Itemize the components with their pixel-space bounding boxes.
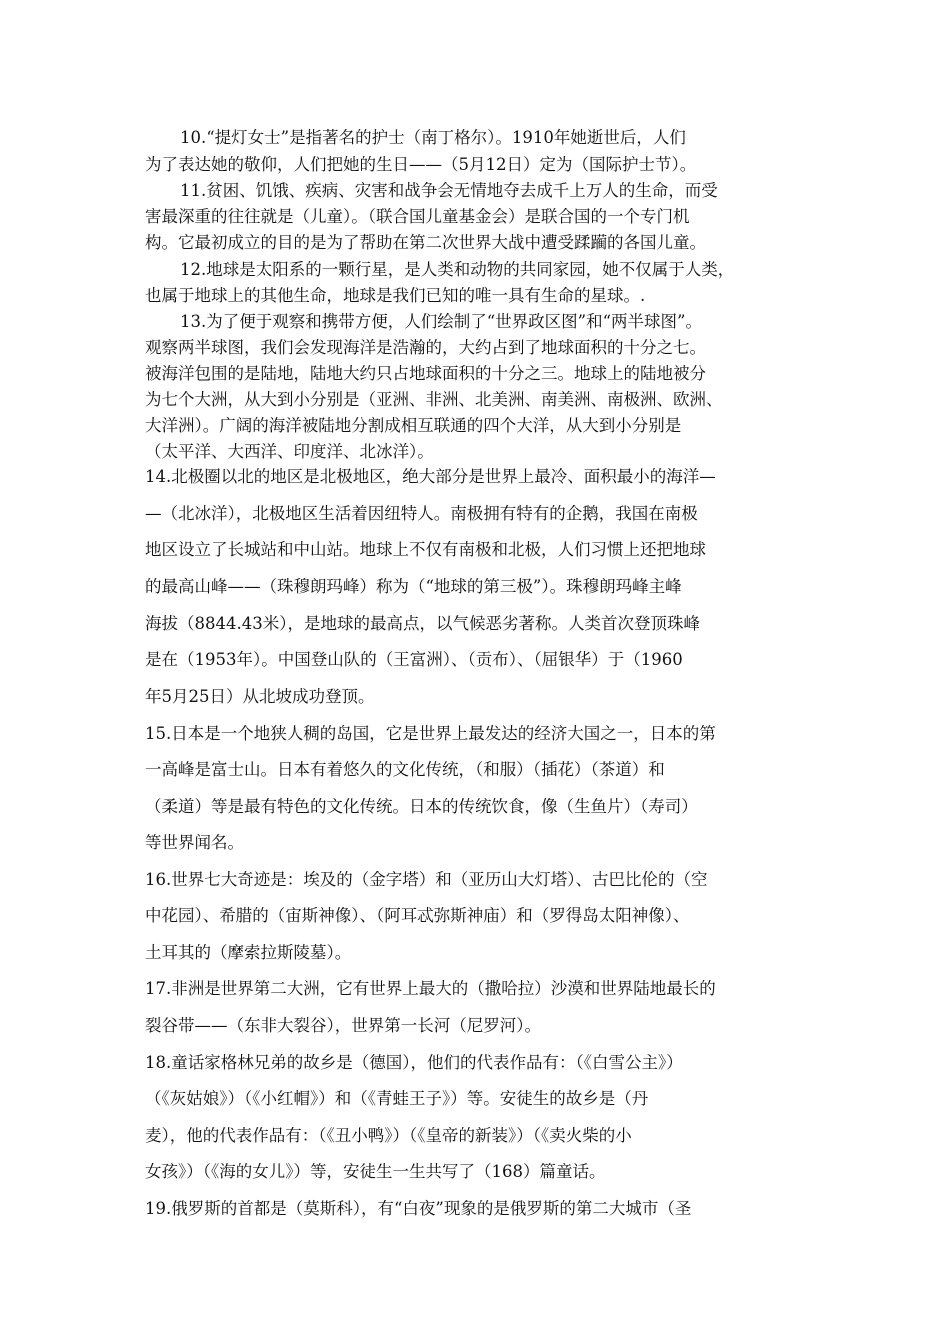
paragraph-10-line-1: 10.“提灯女士”是指著名的护士（南丁格尔）。1910年她逝世后，人们 — [180, 128, 686, 147]
paragraph-14-line-4: 的最高山峰——（珠穆朗玛峰）称为（“地球的第三极”）。珠穆朗玛峰主峰 — [145, 577, 682, 596]
paragraph-18-line-2: （《灰姑娘》）（《小红帽》）和（《青蛙王子》）等。安徒生的故乡是（丹 — [145, 1089, 649, 1108]
paragraph-16-line-2: 中花园）、希腊的（宙斯神像）、（阿耳忒弥斯神庙）和（罗得岛太阳神像）、 — [145, 906, 690, 925]
paragraph-15-line-4: 等世界闻名。 — [145, 833, 244, 852]
paragraph-12-line-1: 12.地球是太阳系的一颗行星，是人类和动物的共同家园，她不仅属于人类， — [180, 260, 735, 279]
paragraph-14-line-2: —（北冰洋），北极地区生活着因纽特人。南极拥有特有的企鹅，我国在南极 — [145, 504, 698, 523]
paragraph-13-line-5: 大洋洲）。广阔的海洋被陆地分割成相互联通的四个大洋，从大到小分别是 — [145, 416, 682, 435]
paragraph-16-line-1: 16.世界七大奇迹是：埃及的（金字塔）和（亚历山大灯塔）、古巴比伦的（空 — [145, 870, 708, 889]
paragraph-14-line-6: 是在（1953年）。中国登山队的（王富洲）、（贡布）、（屈银华）于（1960 — [145, 650, 683, 669]
paragraph-18-line-4: 女孩》）（《海的女儿》）等，安徒生一生共写了（168）篇童话。 — [145, 1162, 606, 1181]
paragraph-19-line-1: 19.俄罗斯的首都是（莫斯科），有“白夜”现象的是俄罗斯的第二大城市（圣 — [145, 1199, 692, 1218]
paragraph-10-line-2: 为了表达她的敬仰，人们把她的生日——（5月12日）定为（国际护士节）。 — [145, 155, 697, 174]
paragraph-15-line-1: 15.日本是一个地狭人稠的岛国，它是世界上最发达的经济大国之一，日本的第 — [145, 724, 716, 743]
paragraph-11-line-1: 11.贫困、饥饿、疾病、灾害和战争会无情地夺去成千上万人的生命，而受 — [180, 181, 718, 200]
paragraph-13-line-1: 13.为了便于观察和携带方便，人们绘制了“世界政区图”和“两半球图”。 — [180, 312, 702, 331]
paragraph-17-line-2: 裂谷带——（东非大裂谷），世界第一长河（尼罗河）。 — [145, 1016, 541, 1035]
paragraph-14-line-5: 海拔（8844.43米），是地球的最高点，以气候恶劣著称。人类首次登顶珠峰 — [145, 614, 700, 633]
paragraph-12-line-2: 也属于地球上的其他生命，地球是我们已知的唯一具有生命的星球。. — [145, 286, 646, 305]
paragraph-14-line-1: 14.北极圈以北的地区是北极地区，绝大部分是世界上最冷、面积最小的海洋— — [145, 467, 716, 486]
paragraph-18-line-1: 18.童话家格林兄弟的故乡是（德国），他们的代表作品有：（《白雪公主》） — [145, 1053, 683, 1072]
paragraph-17-line-1: 17.非洲是世界第二大洲，它有世界上最大的（撒哈拉）沙漠和世界陆地最长的 — [145, 979, 716, 998]
paragraph-13-line-4: 为七个大洲，从大到小分别是（亚洲、非洲、北美洲、南美洲、南极洲、欧洲、 — [145, 390, 723, 409]
paragraph-13-line-6: （太平洋、大西洋、印度洋、北冰洋）。 — [145, 442, 434, 461]
paragraph-15-line-3: （柔道）等是最有特色的文化传统。日本的传统饮食，像（生鱼片）（寿司） — [145, 797, 698, 816]
paragraph-14-line-7: 年5月25日）从北坡成功登顶。 — [145, 687, 375, 706]
paragraph-13-line-3: 被海洋包围的是陆地，陆地大约只占地球面积的十分之三。地球上的陆地被分 — [145, 364, 706, 383]
paragraph-15-line-2: 一高峰是富士山。日本有着悠久的文化传统，（和服）（插花）（茶道）和 — [145, 760, 665, 779]
paragraph-18-line-3: 麦），他的代表作品有：（《丑小鸭》）（《皇帝的新装》）（《卖火柴的小 — [145, 1126, 632, 1145]
paragraph-16-line-3: 土耳其的（摩索拉斯陵墓）。 — [145, 943, 352, 962]
paragraph-14-line-3: 地区设立了长城站和中山站。地球上不仅有南极和北极，人们习惯上还把地球 — [145, 540, 706, 559]
paragraph-13-line-2: 观察两半球图，我们会发现海洋是浩瀚的，大约占到了地球面积的十分之七。 — [145, 338, 706, 357]
paragraph-11-line-2: 害最深重的往往就是（儿童）。（联合国儿童基金会）是联合国的一个专门机 — [145, 207, 690, 226]
paragraph-11-line-3: 构。它最初成立的目的是为了帮助在第二次世界大战中遭受蹂躏的各国儿童。 — [145, 233, 706, 252]
